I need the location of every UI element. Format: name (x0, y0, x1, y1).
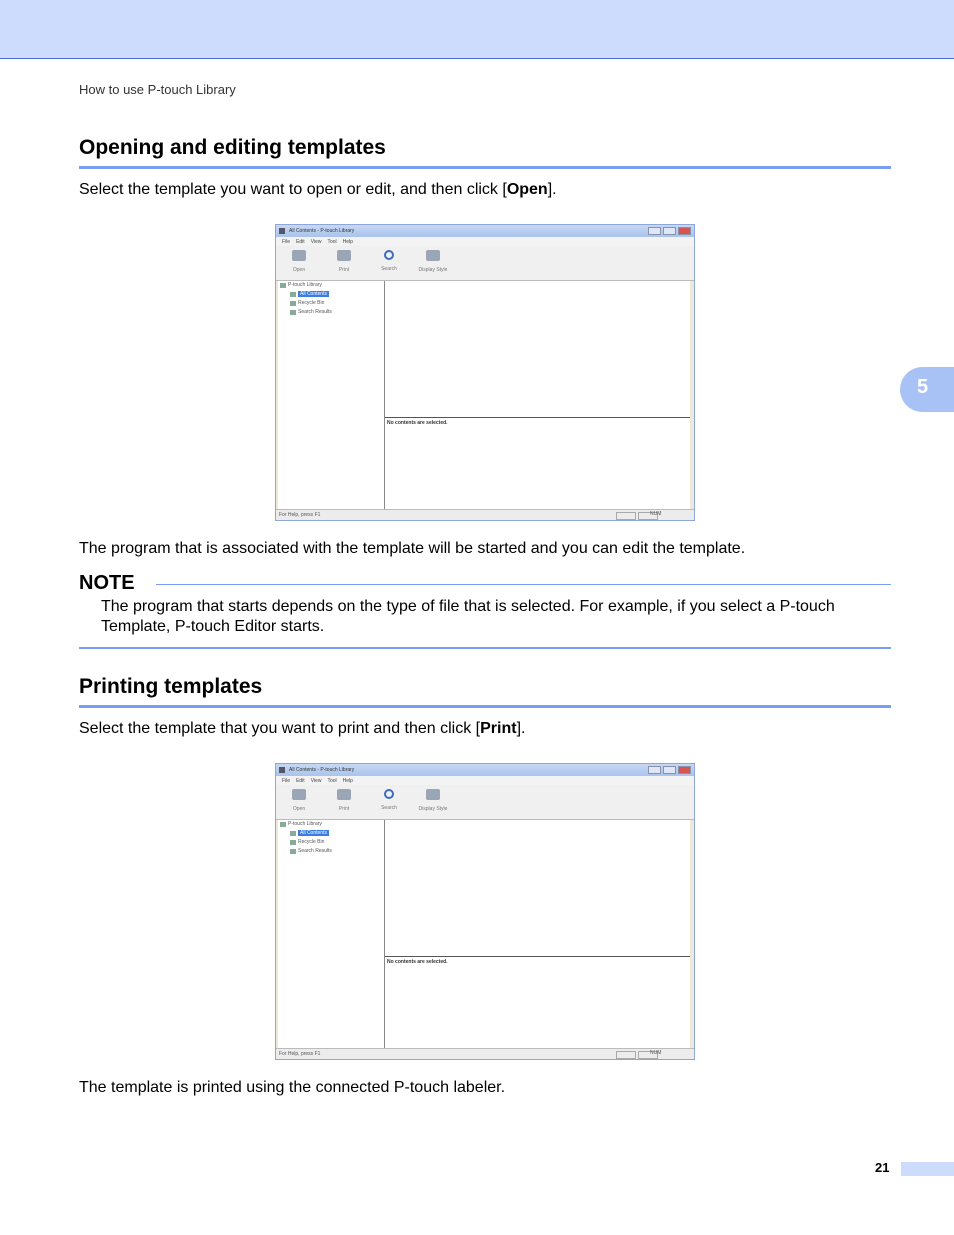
window-title: All Contents - P-touch Library (289, 228, 355, 234)
window-title: All Contents - P-touch Library (289, 767, 355, 773)
menubar (276, 237, 694, 246)
section-after-opening: The program that is associated with the template will be started and you can edit the template. (79, 540, 746, 557)
toolbar (276, 246, 694, 281)
recycle-bin-icon (290, 301, 296, 306)
template-list-pane (385, 281, 690, 418)
screenshot-library-window (275, 763, 695, 1060)
menu-file: File (282, 777, 291, 784)
content-area (385, 820, 690, 1049)
window-titlebar (276, 225, 694, 237)
tool-print: Print (329, 789, 359, 812)
section-title-opening: Opening and editing templates (79, 136, 386, 159)
note-body: The program that starts depends on the type of file that is selected. For example, if you select a P-touch Template, P-touch Editor starts. (101, 598, 835, 635)
statusbar (276, 509, 694, 520)
section-rule (79, 166, 891, 169)
running-head: How to use P-touch Library (79, 82, 236, 97)
menu-edit: Edit (296, 777, 305, 784)
tree-item-search-results: Search Results (290, 848, 332, 854)
search-icon (384, 789, 394, 799)
display-style-icon (426, 789, 440, 800)
window-panes (278, 281, 690, 510)
menu-file: File (282, 238, 291, 245)
menu-tool: Tool (327, 238, 337, 245)
tool-display-style: Display Style (416, 789, 450, 812)
section-title-printing: Printing templates (79, 675, 263, 698)
menu-view: View (310, 238, 322, 245)
toolbar (276, 785, 694, 820)
statusbar (276, 1048, 694, 1059)
folder-tree (278, 820, 385, 1049)
print-keyword: Print (480, 720, 517, 737)
status-text: For Help, press F1 (279, 512, 321, 518)
open-icon (292, 250, 306, 261)
recycle-bin-icon (290, 840, 296, 845)
tree-item-recycle-bin: Recycle Bin (290, 839, 324, 845)
menu-help: Help (342, 777, 353, 784)
note-rule (79, 647, 891, 649)
status-num: NUM (650, 511, 662, 517)
screenshot-library-window (275, 224, 695, 521)
maximize-button (663, 766, 676, 774)
display-style-icon (426, 250, 440, 261)
note-title: NOTE (79, 572, 135, 594)
section-rule (79, 705, 891, 708)
tree-item-all-contents: All Contents (290, 830, 329, 836)
close-button (678, 766, 691, 774)
print-icon (337, 789, 351, 800)
tree-item-all-contents: All Contents (290, 291, 329, 297)
section-intro-printing: Select the template that you want to print and then click [Print]. (79, 720, 526, 737)
page-bar (901, 1162, 954, 1176)
properties-pane: No contents are selected. (387, 959, 448, 965)
folder-tree (278, 281, 385, 510)
tree-item-recycle-bin: Recycle Bin (290, 300, 324, 306)
page-number: 21 (875, 1160, 890, 1175)
minimize-button (648, 227, 661, 235)
app-icon (279, 767, 285, 773)
header-band (0, 0, 954, 59)
tool-open: Open (284, 789, 314, 812)
tree-item-library: P-touch Library (280, 821, 322, 827)
tool-open: Open (284, 250, 314, 273)
tree-item-library: P-touch Library (280, 282, 322, 288)
tool-search: Search (374, 250, 404, 272)
status-text: For Help, press F1 (279, 1051, 321, 1057)
app-icon (279, 228, 285, 234)
library-icon (280, 283, 286, 288)
search-results-icon (290, 310, 296, 315)
section-intro-opening: Select the template you want to open or edit, and then click [Open]. (79, 181, 557, 198)
minimize-button (648, 766, 661, 774)
library-icon (280, 822, 286, 827)
menu-tool: Tool (327, 777, 337, 784)
properties-pane: No contents are selected. (387, 420, 448, 426)
section-after-printing: The template is printed using the connected P-touch labeler. (79, 1079, 506, 1096)
content-area (385, 281, 690, 510)
status-box (616, 1051, 636, 1059)
folder-icon (290, 831, 296, 836)
folder-icon (290, 292, 296, 297)
menubar (276, 776, 694, 785)
menu-view: View (310, 777, 322, 784)
status-box (616, 512, 636, 520)
close-button (678, 227, 691, 235)
tool-print: Print (329, 250, 359, 273)
menu-help: Help (342, 238, 353, 245)
template-list-pane (385, 820, 690, 957)
tool-search: Search (374, 789, 404, 811)
print-icon (337, 250, 351, 261)
menu-edit: Edit (296, 238, 305, 245)
chapter-number: 5 (917, 376, 929, 398)
maximize-button (663, 227, 676, 235)
tree-item-search-results: Search Results (290, 309, 332, 315)
search-icon (384, 250, 394, 260)
window-titlebar (276, 764, 694, 776)
tool-display-style: Display Style (416, 250, 450, 273)
open-icon (292, 789, 306, 800)
chapter-tab (900, 367, 954, 412)
note-line (156, 584, 891, 585)
window-panes (278, 820, 690, 1049)
search-results-icon (290, 849, 296, 854)
status-num: NUM (650, 1050, 662, 1056)
open-keyword: Open (506, 181, 548, 198)
